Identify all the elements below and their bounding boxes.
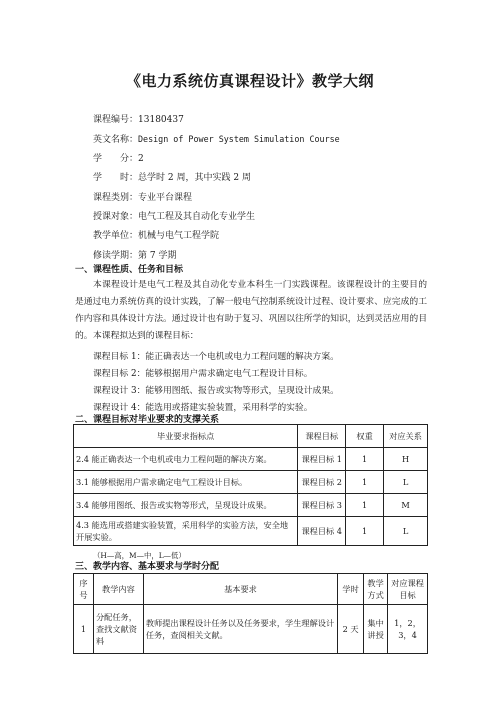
table-header-cell: 毕业要求指标点 bbox=[74, 425, 298, 448]
table-cell: L bbox=[384, 517, 428, 546]
info-audience: 授课对象：电气工程及其自动化专业学生 bbox=[93, 211, 256, 222]
table-row bbox=[74, 471, 428, 494]
info-semester: 修读学期：第 7 学期 bbox=[93, 250, 177, 261]
table-header-cell: 教学方式 bbox=[364, 574, 388, 605]
table-header-cell: 序号 bbox=[74, 574, 94, 605]
table-cell: 集中讲授 bbox=[364, 605, 388, 654]
table-cell: H bbox=[384, 448, 428, 471]
table-cell: 1 bbox=[346, 494, 384, 517]
table-cell: 1 bbox=[74, 605, 94, 654]
info-unit: 教学单位：机械与电气工程学院 bbox=[93, 231, 220, 242]
course-goal-1: 课程目标 1：能正确表达一个电机或电力工程问题的解决方案。 bbox=[93, 352, 339, 362]
table-cell: 课程目标 3 bbox=[298, 494, 346, 517]
course-goal-2: 课程目标 2：能够根据用户需求确定电气工程设计目标。 bbox=[93, 369, 313, 379]
table-row bbox=[74, 448, 428, 471]
table-cell: L bbox=[384, 471, 428, 494]
table-cell: 3.4 能够用图纸、报告或实物等形式，呈现设计成果。 bbox=[74, 494, 298, 517]
course-goal-3: 课程设计 3：能够用图纸、报告或实物等形式，呈现设计成果。 bbox=[93, 386, 339, 396]
table-header-cell: 学时 bbox=[338, 574, 364, 605]
table-cell: 课程目标 4 bbox=[298, 517, 346, 546]
info-category: 课程类别：专业平台课程 bbox=[93, 192, 193, 203]
table-header-cell: 对应课程目标 bbox=[388, 574, 428, 605]
table-cell: 分配任务，查找文献资料 bbox=[93, 605, 143, 654]
table-row bbox=[74, 494, 428, 517]
relationship-legend-note: （H—高，M—中，L—低） bbox=[93, 551, 186, 560]
teaching-content-table bbox=[73, 573, 428, 654]
section-1-paragraph: 本课程设计是电气工程及其自动化专业本科生一门实践课程。该课程设计的主要目的是通过电力系统仿真的设计实践，了解一般电气控制系统设计过程、设计要求、应完成的工作内容和具体设计方法。通过设计也有助于复习、巩固以往所学的知识，达到灵活应用的目的。 bbox=[75, 280, 427, 341]
table-cell: 1 bbox=[346, 448, 384, 471]
table-cell: 4.3 能选用或搭建实验装置，采用科学的实验方法，安全地开展实验。 bbox=[74, 517, 298, 546]
section-1-heading: 一、课程性质、任务和目标 bbox=[75, 265, 184, 275]
section-3-heading: 三、教学内容、基本要求与学时分配 bbox=[75, 562, 220, 572]
course-info bbox=[93, 111, 340, 266]
table-cell: 课程目标 2 bbox=[298, 471, 346, 494]
table-row bbox=[74, 517, 428, 546]
table-cell: 1 bbox=[346, 471, 384, 494]
table-header-cell: 对应关系 bbox=[384, 425, 428, 448]
table-cell: 1 bbox=[346, 517, 384, 546]
table-header-cell: 课程目标 bbox=[298, 425, 346, 448]
table-cell: 课程目标 1 bbox=[298, 448, 346, 471]
table-header-cell: 权重 bbox=[346, 425, 384, 448]
table-cell: 3.1 能够根据用户需求确定电气工程设计目标。 bbox=[74, 471, 298, 494]
table-row bbox=[74, 605, 428, 654]
section-2-heading: 二、课程目标对毕业要求的支撑关系 bbox=[75, 415, 220, 425]
table-header-row bbox=[74, 425, 428, 448]
table-header-cell: 基本要求 bbox=[143, 574, 337, 605]
table-header-cell: 教学内容 bbox=[93, 574, 143, 605]
course-goal-4: 课程设计 4：能选用或搭建实验装置，采用科学的实验。 bbox=[93, 403, 313, 413]
info-credits: 学 分：2 bbox=[93, 153, 144, 164]
info-course-number: 课程编号：13180437 bbox=[93, 115, 184, 125]
page-title: 《电力系统仿真课程设计》教学大纲 bbox=[125, 72, 374, 90]
table-header-row bbox=[74, 574, 428, 605]
section-1-goals-intro: 本课程拟达到的课程目标： bbox=[93, 331, 199, 341]
table-cell: 2 天 bbox=[338, 605, 364, 654]
table-cell: 1，2，3，4 bbox=[388, 605, 428, 654]
info-hours: 学 时：总学时 2 周，其中实践 2 周 bbox=[93, 173, 251, 184]
table-cell: 教师提出课程设计任务以及任务要求，学生理解设计任务，查阅相关文献。 bbox=[143, 605, 337, 654]
table-cell: M bbox=[384, 494, 428, 517]
table-cell: 2.4 能正确表达一个电机或电力工程问题的解决方案。 bbox=[74, 448, 298, 471]
info-english-name: 英文名称：Design of Power System Simulation Course bbox=[93, 134, 340, 146]
support-relationship-table bbox=[73, 424, 428, 546]
